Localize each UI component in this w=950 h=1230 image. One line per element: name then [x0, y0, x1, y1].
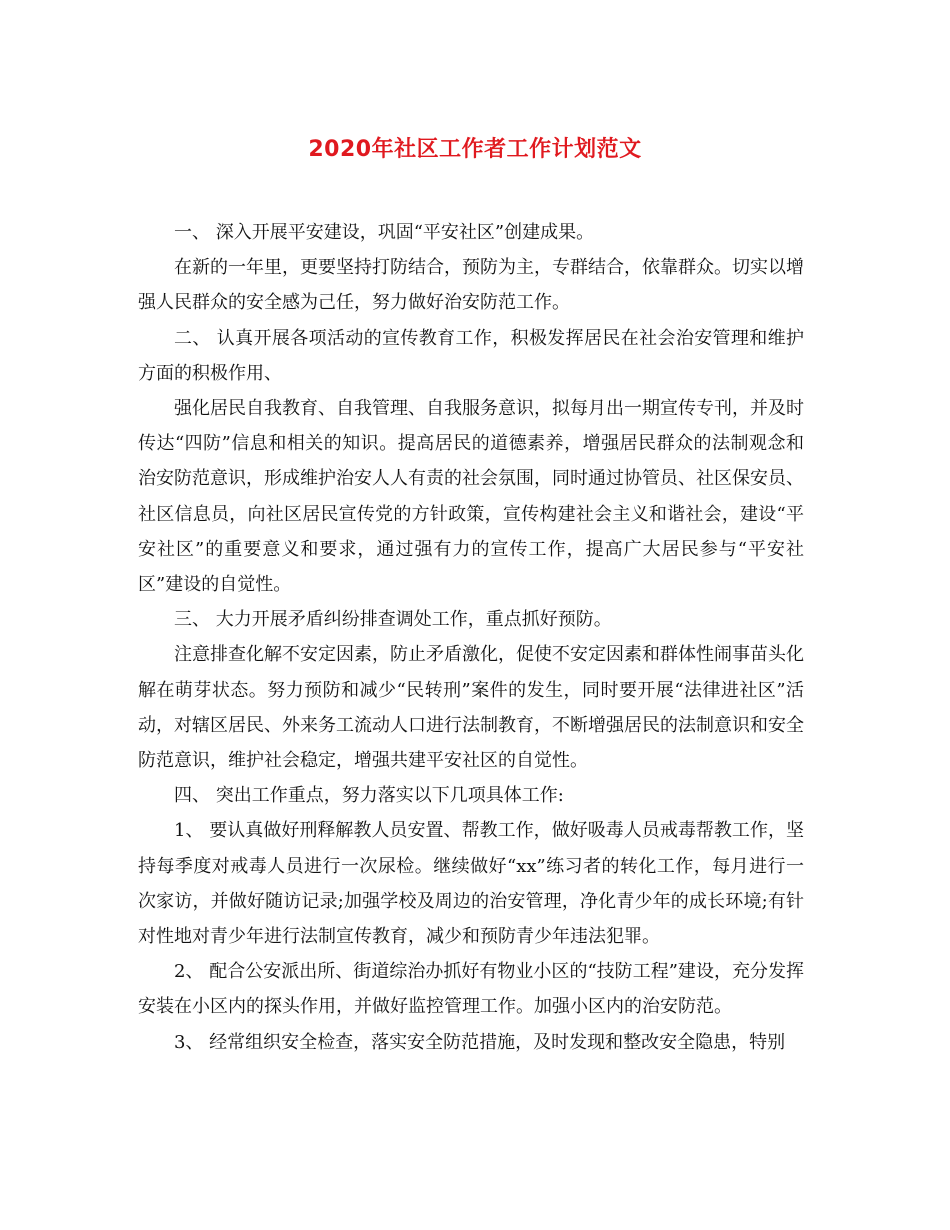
list-item-1: 1、 要认真做好刑释解教人员安置、帮教工作，做好吸毒人员戒毒帮教工作，坚持每季度对戒毒人员进行一次尿检。继续做好“xx”练习者的转化工作，每月进行一次家访，并做好随访记录;加强学校及周边的治安管理，净化青少年的成长环境;有针对性地对青少年进行法制宣传教育，减少和预防青少年违法犯罪。 — [138, 820, 804, 948]
document-body — [138, 215, 804, 1060]
section-heading-4: 四、 突出工作重点，努力落实以下几项具体工作: — [174, 785, 564, 807]
paragraph-3: 注意排查化解不安定因素，防止矛盾激化，促使不安定因素和群体性闹事苗头化解在萌芽状态。努力预防和减少“民转刑”案件的发生，同时要开展“法律进社区”活动，对辖区居民、外来务工流动人口进行法制教育，不断增强居民的法制意识和安全防范意识，维护社会稳定，增强共建平安社区的自觉性。 — [138, 644, 804, 772]
section-heading-2: 二、 认真开展各项活动的宣传教育工作，积极发挥居民在社会治安管理和维护方面的积极作用、 — [138, 327, 804, 384]
section-heading-1: 一、 深入开展平安建设，巩固“平安社区”创建成果。 — [174, 222, 595, 243]
document-title: 2020年社区工作者工作计划范文 — [308, 137, 642, 162]
list-item-3: 3、 经常组织安全检查，落实安全防范措施，及时发现和整改安全隐患，特别 — [174, 1031, 786, 1053]
section-heading-3: 三、 大力开展矛盾纠纷排查调处工作，重点抓好预防。 — [174, 609, 612, 631]
list-item-2: 2、 配合公安派出所、街道综治办抓好有物业小区的“技防工程”建设，充分发挥安装在小区内的探头作用，并做好监控管理工作。加强小区内的治安防范。 — [138, 961, 804, 1018]
paragraph-1: 在新的一年里，更要坚持打防结合，预防为主，专群结合，依靠群众。切实以增强人民群众的安全感为己任，努力做好治安防范工作。 — [138, 257, 804, 314]
paragraph-2: 强化居民自我教育、自我管理、自我服务意识，拟每月出一期宣传专刊，并及时传达“四防”信息和相关的知识。提高居民的道德素养，增强居民群众的法制观念和治安防范意识，形成维护治安人人有责的社会氛围，同时通过协管员、社区保安员、社区信息员，向社区居民宣传党的方针政策，宣传构建社会主义和谐社会，建设“平安社区”的重要意义和要求，通过强有力的宣传工作，提高广大居民参与“平安社区”建设的自觉性。 — [138, 398, 804, 596]
